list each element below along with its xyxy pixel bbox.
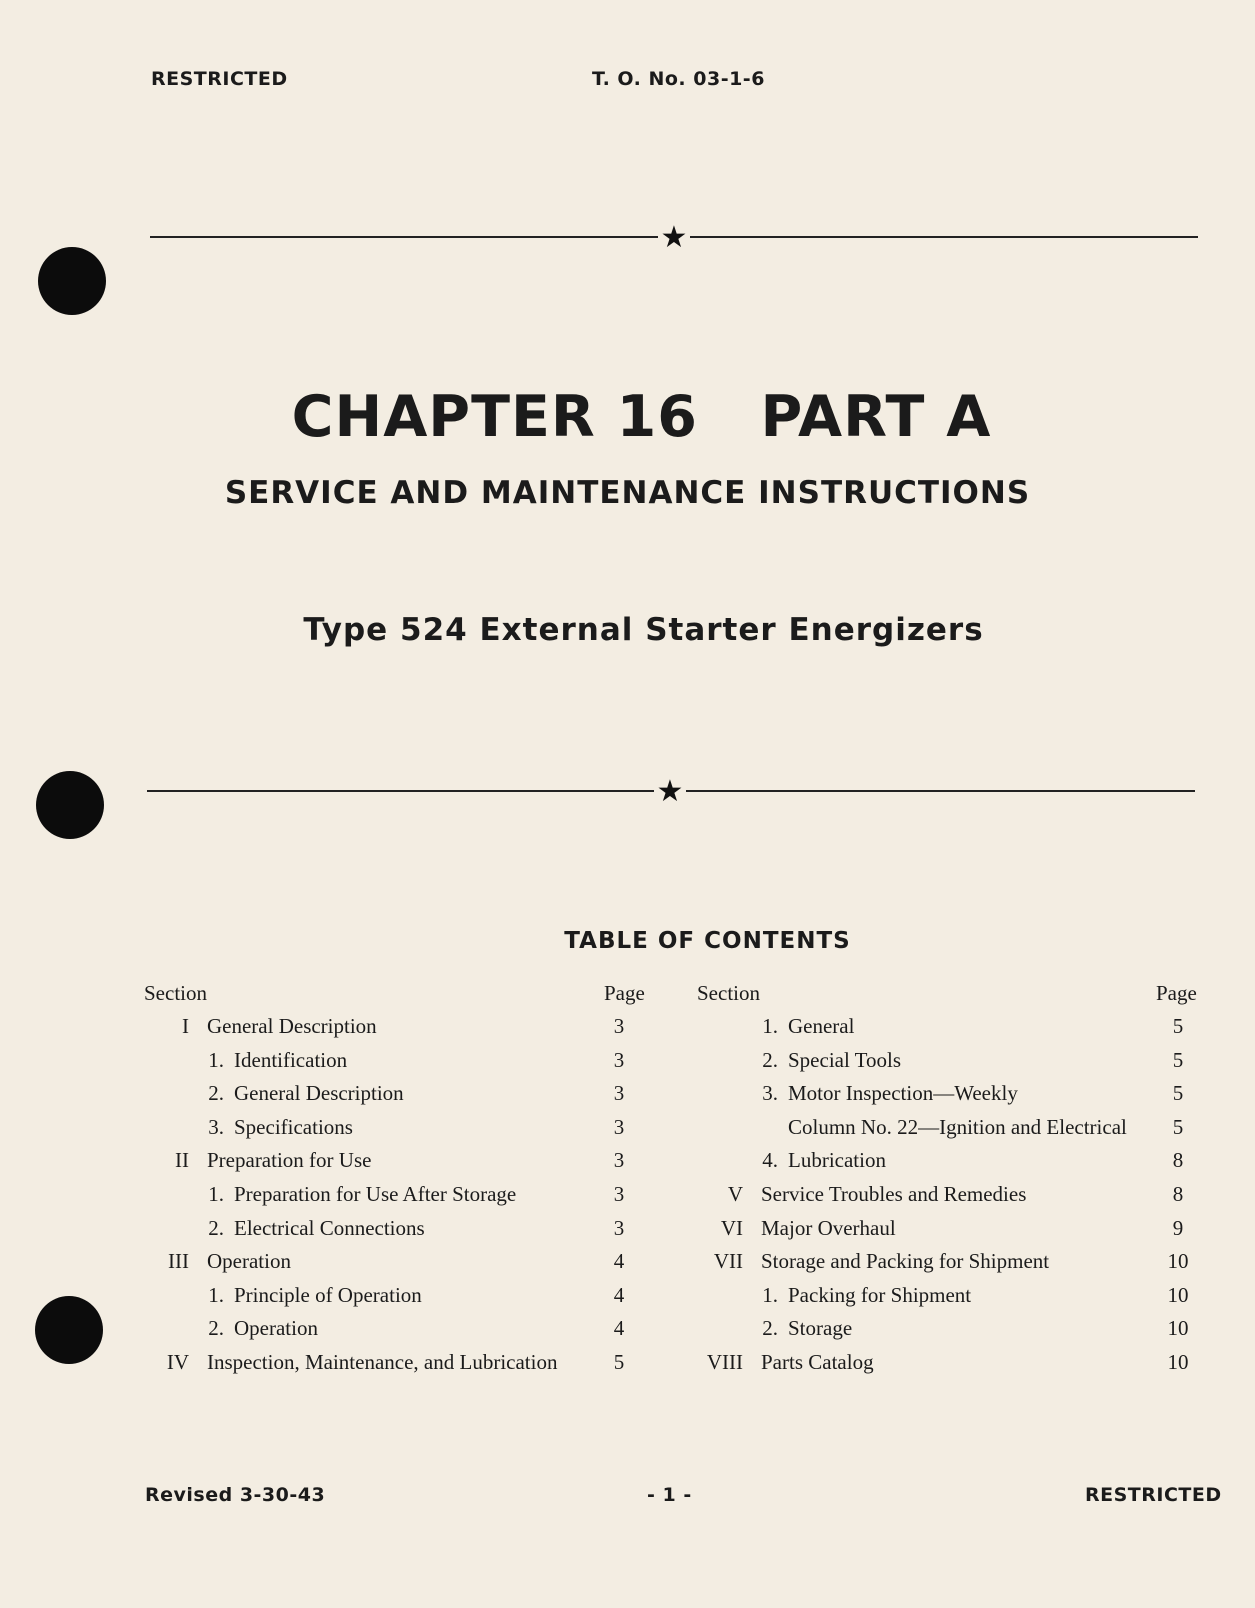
page-column-label: Page: [1156, 981, 1197, 1005]
star-icon: ★: [658, 223, 690, 253]
toc-entry: [144, 1312, 650, 1346]
toc-page-number: 10: [1167, 1349, 1189, 1374]
toc-title: TABLE OF CONTENTS: [564, 928, 851, 954]
toc-left-list: [144, 1010, 650, 1380]
toc-page-number: 5: [1172, 1014, 1184, 1038]
toc-page-number: 4: [613, 1282, 625, 1307]
toc-page-number: 3: [613, 1114, 625, 1139]
toc-section-numeral: I: [182, 1014, 189, 1038]
toc-entry: [144, 1346, 650, 1380]
chapter-subtitle: SERVICE AND MAINTENANCE INSTRUCTIONS: [224, 475, 1031, 511]
toc-entry-title: Parts Catalog: [761, 1349, 874, 1374]
star-icon: ★: [654, 777, 686, 807]
toc-item-number: 1.: [762, 1282, 778, 1307]
toc-entry: [697, 1111, 1200, 1145]
toc-page-number: 3: [613, 1081, 625, 1106]
toc-item-number: 2.: [208, 1316, 224, 1341]
toc-section-numeral: III: [168, 1249, 189, 1274]
toc-page-number: 8: [1172, 1181, 1184, 1206]
toc-item-number: 3.: [762, 1081, 778, 1106]
toc-page-number: 4: [613, 1316, 625, 1341]
toc-entry-title: Electrical Connections: [234, 1215, 425, 1240]
toc-section-numeral: IV: [166, 1349, 189, 1374]
footer-revision: Revised 3-30-43: [145, 1484, 326, 1506]
toc-header-row: [697, 976, 1200, 1010]
toc-entry: [697, 1312, 1200, 1346]
toc-entry-title: Motor Inspection—Weekly: [788, 1081, 1018, 1106]
toc-entry: [697, 1178, 1200, 1212]
toc-entry: [697, 1245, 1200, 1279]
toc-page-number: 10: [1167, 1316, 1189, 1341]
toc-entry-title: Column No. 22—Ignition and Electrical: [788, 1114, 1127, 1139]
toc-entry-title: General Description: [234, 1081, 404, 1106]
toc-entry: [144, 1077, 650, 1111]
toc-entry-title: Inspection, Maintenance, and Lubrication: [207, 1349, 558, 1374]
toc-entry: [697, 1144, 1200, 1178]
toc-section-numeral: VIII: [706, 1349, 743, 1374]
toc-page-number: 5: [1172, 1047, 1184, 1072]
toc-entry: [697, 1279, 1200, 1313]
toc-entry-title: Service Troubles and Remedies: [761, 1181, 1027, 1206]
footer-classification: RESTRICTED: [1085, 1484, 1222, 1506]
toc-entry: [144, 1010, 650, 1044]
toc-entry-title: Lubrication: [788, 1148, 886, 1173]
toc-entry: [697, 1010, 1200, 1044]
toc-item-number: 4.: [762, 1148, 778, 1173]
toc-entry: [697, 1346, 1200, 1380]
toc-entry-title: Principle of Operation: [234, 1282, 422, 1307]
toc-left-column: [144, 976, 650, 1380]
product-title: Type 524 External Starter Energizers: [303, 612, 984, 648]
section-column-label: Section: [697, 981, 760, 1005]
toc-entry: [144, 1212, 650, 1246]
toc-right-column: [697, 976, 1200, 1380]
section-column-label: Section: [144, 981, 207, 1005]
header-classification: RESTRICTED: [151, 68, 288, 90]
toc-item-number: 1.: [208, 1181, 224, 1206]
toc-entry: [697, 1077, 1200, 1111]
toc-entry: [144, 1044, 650, 1078]
toc-section-numeral: V: [727, 1181, 743, 1206]
header-document-number: T. O. No. 03-1-6: [592, 68, 765, 90]
toc-page-number: 3: [613, 1148, 625, 1173]
toc-page-number: 3: [613, 1215, 625, 1240]
toc-entry: [144, 1111, 650, 1145]
toc-item-number: 3.: [208, 1114, 224, 1139]
toc-right-list: [697, 1010, 1200, 1380]
toc-page-number: 5: [613, 1349, 625, 1374]
toc-entry: [144, 1245, 650, 1279]
toc-entry-title: General Description: [207, 1014, 377, 1038]
toc-entry-title: Special Tools: [788, 1047, 902, 1072]
toc-page-number: 3: [613, 1047, 625, 1072]
toc-entry-title: Major Overhaul: [761, 1215, 896, 1240]
toc-section-numeral: VII: [713, 1249, 743, 1274]
toc-item-number: 1.: [762, 1014, 778, 1038]
toc-entry-title: Operation: [234, 1316, 318, 1341]
toc-entry-title: Storage: [788, 1316, 853, 1341]
toc-page-number: 5: [1172, 1081, 1184, 1106]
toc-item-number: 2.: [762, 1047, 778, 1072]
toc-page-number: 3: [613, 1014, 625, 1038]
toc-page-number: 10: [1167, 1282, 1189, 1307]
toc-entry: [697, 1044, 1200, 1078]
toc-page-number: 10: [1167, 1249, 1189, 1274]
punch-hole-top: [38, 247, 106, 315]
toc-entry-title: Packing for Shipment: [788, 1282, 972, 1307]
toc-entry-title: Operation: [207, 1249, 291, 1274]
toc-item-number: 2.: [208, 1215, 224, 1240]
toc-item-number: 1.: [208, 1047, 224, 1072]
toc-item-number: 2.: [762, 1316, 778, 1341]
page-column-label: Page: [604, 981, 645, 1005]
toc-entry-title: Identification: [234, 1047, 348, 1072]
toc-item-number: 2.: [208, 1081, 224, 1106]
chapter-title: CHAPTER 16 PART A: [291, 384, 992, 450]
toc-entry-title: General: [788, 1014, 855, 1038]
punch-hole-bottom: [35, 1296, 103, 1364]
footer-page-number: - 1 -: [647, 1484, 692, 1506]
toc-entry: [144, 1178, 650, 1212]
toc-page-number: 8: [1172, 1148, 1184, 1173]
toc-header-row: [144, 976, 650, 1010]
toc-entry: [144, 1144, 650, 1178]
toc-section-numeral: VI: [720, 1215, 743, 1240]
toc-entry: [144, 1279, 650, 1313]
toc-entry: [697, 1212, 1200, 1246]
toc-page-number: 9: [1172, 1215, 1184, 1240]
toc-page-number: 4: [613, 1249, 625, 1274]
punch-hole-middle: [36, 771, 104, 839]
toc-page-number: 5: [1172, 1114, 1184, 1139]
toc-entry-title: Preparation for Use: [207, 1148, 372, 1173]
toc-entry-title: Preparation for Use After Storage: [234, 1181, 517, 1206]
toc-entry-title: Storage and Packing for Shipment: [761, 1249, 1050, 1274]
toc-page-number: 3: [613, 1181, 625, 1206]
toc-section-numeral: II: [175, 1148, 189, 1173]
toc-entry-title: Specifications: [234, 1114, 353, 1139]
toc-item-number: 1.: [208, 1282, 224, 1307]
